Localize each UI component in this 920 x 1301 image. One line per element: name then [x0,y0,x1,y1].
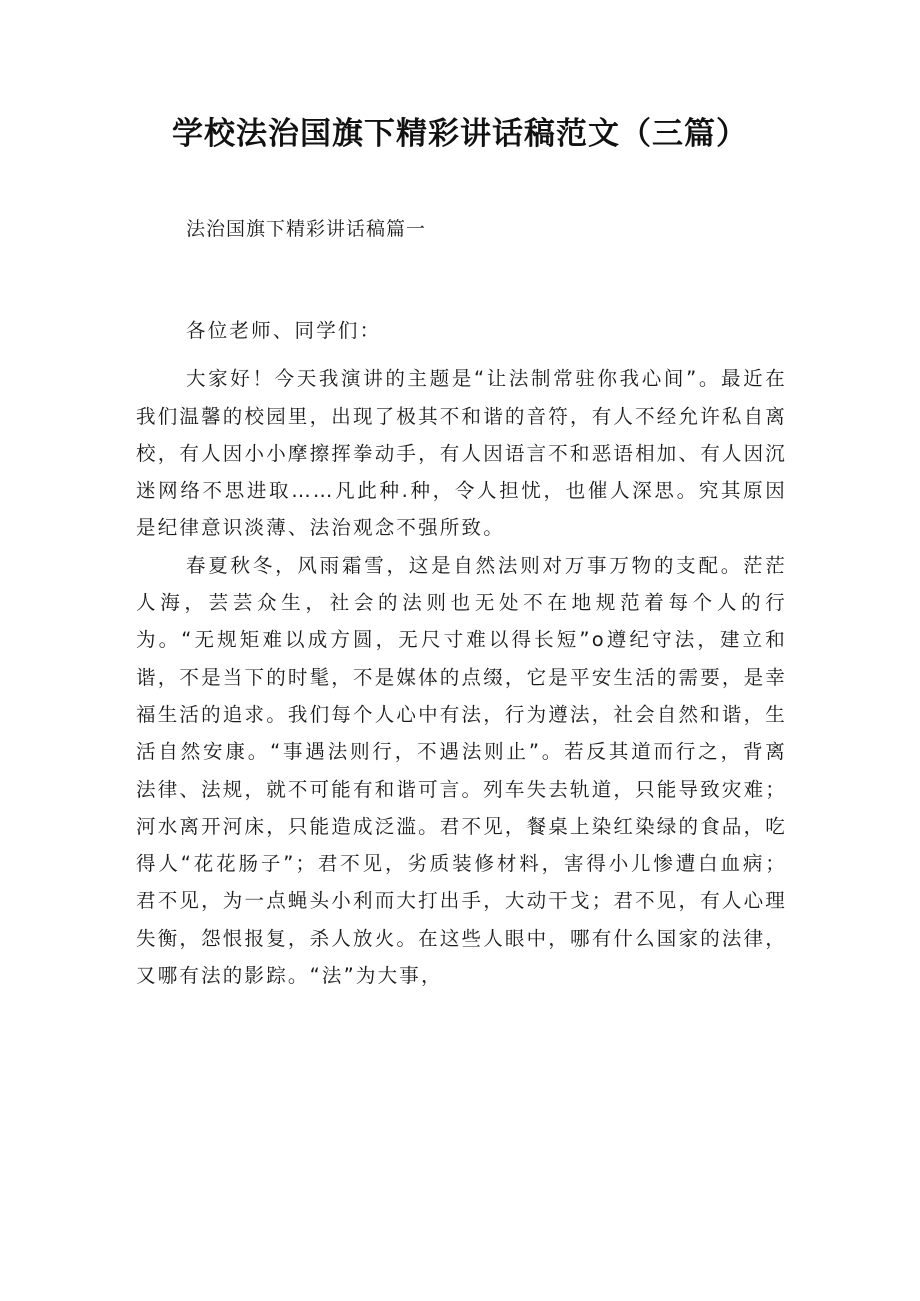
document-body [136,312,787,994]
document-title: 学校法治国旗下精彩讲话稿范文（三篇） [172,116,748,152]
paragraph-greeting: 各位老师、同学们： [186,319,382,342]
paragraph-opening: 大家好！今天我演讲的主题是“让法制常驻你我心间”。最近在我们温馨的校园里，出现了极其不和谐的音符，有人不经允许私自离校，有人因小小摩擦挥拳动手，有人因语言不和恶语相加、有人因沉迷网络不思进取……凡此种.种，令人担忧，也催人深思。究其原因是纪律意识淡薄、法治观念不强所致。 [136,367,788,540]
paragraph-main: 春夏秋冬，风雨霜雪，这是自然法则对万事万物的支配。茫茫人海，芸芸众生，社会的法则也无处不在地规范着每个人的行为。“无规矩难以成方圆，无尺寸难以得长短”o遵纪守法，建立和谐，不是当下的时髦，不是媒体的点缀，它是平安生活的需要，是幸福生活的追求。我们每个人心中有法，行为遵法，社会自然和谐，生活自然安康。“事遇法则行，不遇法则止”。若反其道而行之，背离法律、法规，就不可能有和谐可言。列车失去轨道，只能导致灾难；河水离开河床，只能造成泛滥。君不见，餐桌上染红染绿的食品，吃得人“花花肠子”；君不见，劣质装修材料，害得小儿惨遭白血病；君不见，为一点蝇头小利而大打出手，大动干戈；君不见，有人心理失衡，怨恨报复，杀人放火。在这些人眼中，哪有什么国家的法律，又哪有法的影踪。“法”为大事， [136,553,788,988]
section-heading: 法治国旗下精彩讲话稿篇一 [186,218,427,240]
